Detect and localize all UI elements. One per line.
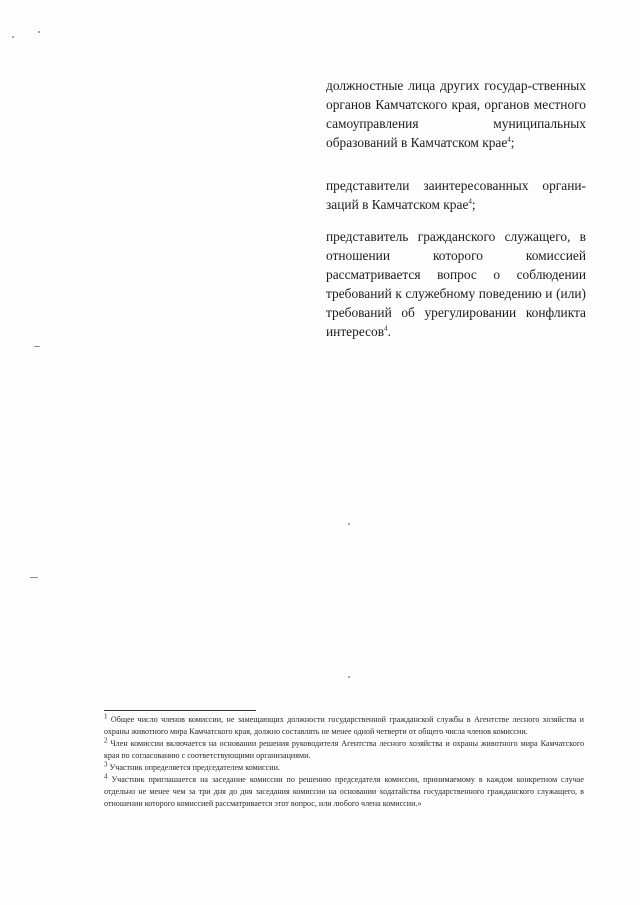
participants-paragraph-representative [326, 227, 586, 341]
scan-speck [348, 523, 350, 525]
footnote-mark: 3 [104, 760, 108, 769]
footnote-3 [104, 762, 584, 774]
paragraph-text: представители заинтересованных органи-заций в Камчатском крае [326, 178, 586, 212]
paragraph-tail: ; [471, 197, 476, 212]
participants-paragraph-officials [326, 76, 586, 152]
paragraph-text: должностные лица других государ-ственных органов Камчатского края, органов местного самоуправления муниципальных образований в Камчатском крае [326, 78, 586, 150]
scan-speck [12, 36, 14, 38]
footnote-text: Участник определяется председателем комиссии. [109, 763, 280, 772]
footnote-text: Член комиссии включается на основании решения руководителя Агентства лесного хозяйства и охраны животного мира Камчатского края по согласованию с соответствующими организациями. [104, 739, 584, 760]
footnote-4 [104, 774, 584, 810]
paragraph-tail: . [387, 324, 391, 339]
footnote-mark: 4 [104, 772, 108, 781]
footnote-separator [104, 710, 256, 711]
paragraph-tail: ; [510, 135, 515, 150]
paragraph-text: представитель гражданского служащего, в отношении которого комиссией рассматривается вопрос о соблюдении требований к служебному поведению и (или) требований об урегулировании конфликта интересов [326, 229, 586, 339]
footnote-ref: 4 [468, 197, 472, 206]
footnote-2 [104, 738, 584, 762]
participants-paragraph-organizations [326, 176, 586, 214]
scan-speck [34, 346, 40, 347]
footnote-ref: 4 [507, 135, 511, 144]
scan-speck [30, 577, 38, 578]
footnote-mark: 2 [104, 736, 108, 745]
scan-speck [348, 676, 350, 678]
footnote-mark: 1 [104, 712, 108, 721]
footnotes-block [104, 714, 584, 810]
footnote-text: Общее число членов комиссии, не замещающих должности государственной гражданской службы в Агентстве лесного хозяйства и охраны животного мира Камчатского края, должно составлять не менее одной четверти от общего числа членов комиссии. [104, 715, 584, 736]
footnote-1 [104, 714, 584, 738]
scan-speck [38, 31, 40, 33]
footnote-text: Участник приглашается на заседание комиссии по решению председателя комиссии, принимаемому в каждом конкретном случае отдельно не менее чем за три дня до дня заседания комиссии на основании ходатайства государственного гражданского служащего, в отношении которого комиссией рассматривается этот вопрос, или любого члена комиссии.» [104, 775, 584, 808]
footnote-ref: 4 [384, 324, 388, 333]
